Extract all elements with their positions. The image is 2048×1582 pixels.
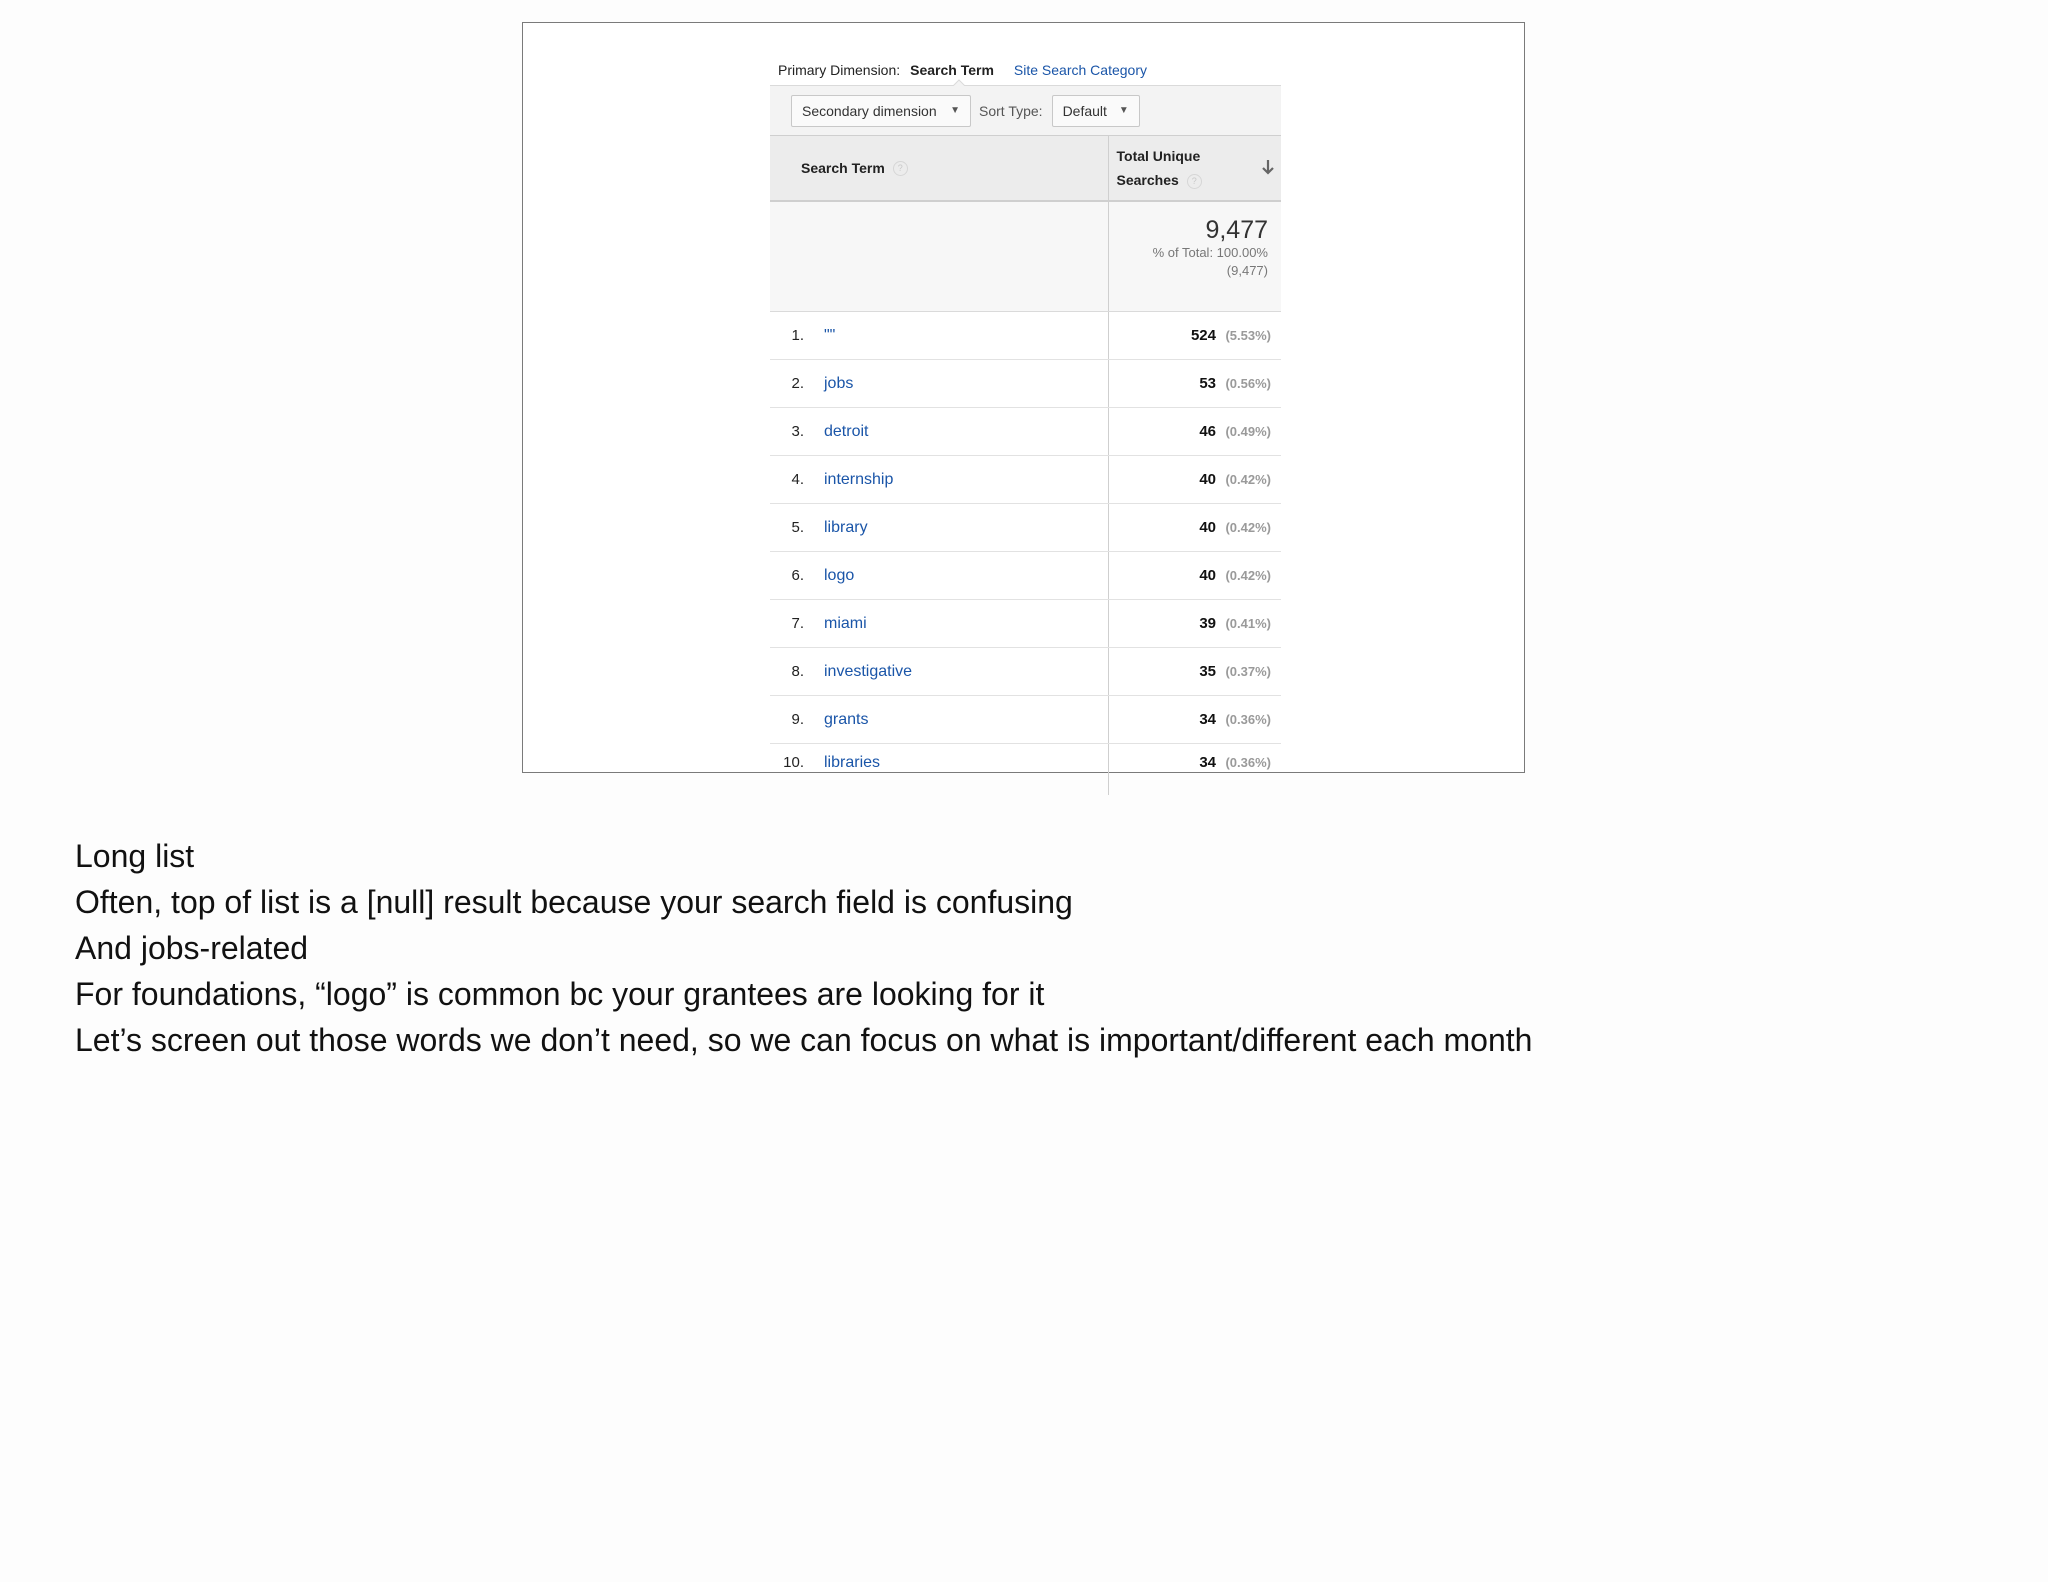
search-term-link[interactable]: logo (824, 566, 855, 584)
total-value: 9,477 (1205, 216, 1268, 244)
row-index: 6. (791, 566, 804, 584)
primary-dimension-site-search-category-link[interactable]: Site Search Category (1013, 62, 1147, 78)
column-header-total-unique-searches[interactable] (1108, 136, 1281, 202)
primary-dimension-search-term[interactable]: Search Term (910, 62, 994, 78)
search-term-link[interactable]: libraries (824, 754, 881, 771)
search-term-link[interactable]: detroit (824, 422, 869, 440)
row-value: 40 (1199, 518, 1216, 536)
search-term-link[interactable]: jobs (824, 374, 854, 392)
row-index: 9. (791, 710, 804, 728)
search-term-link[interactable]: miami (824, 614, 867, 632)
primary-dimension-label: Primary Dimension: (778, 62, 901, 78)
table-row (770, 600, 1281, 648)
chevron-down-icon: ▼ (1118, 105, 1129, 116)
row-index: 10. (783, 754, 804, 771)
chevron-down-icon: ▼ (950, 105, 960, 116)
row-index: 2. (791, 374, 804, 392)
table-row (770, 360, 1281, 408)
row-index: 3. (791, 422, 804, 440)
search-term-link[interactable]: library (824, 518, 868, 536)
note-line: Often, top of list is a [null] result because your search field is confusing (75, 884, 1073, 920)
row-index: 5. (791, 518, 804, 536)
site-search-report (770, 55, 1281, 795)
note-line: For foundations, “logo” is common bc your grantees are looking for it (75, 976, 1045, 1012)
row-value: 39 (1199, 614, 1216, 632)
report-screenshot (522, 22, 1525, 773)
row-value: 40 (1199, 566, 1216, 584)
row-index: 4. (791, 470, 804, 488)
slide-notes (75, 833, 1975, 1063)
table-row (770, 744, 1281, 796)
table-row (770, 312, 1281, 360)
primary-dimension-bar (770, 55, 1281, 85)
row-value: 34 (1199, 710, 1216, 728)
row-percent: (0.42%) (1225, 567, 1271, 583)
sort-type-label: Sort Type: (979, 102, 1043, 119)
report-controls (770, 85, 1281, 135)
row-value: 35 (1199, 662, 1216, 680)
help-icon[interactable]: ? (1187, 174, 1202, 189)
table-row (770, 648, 1281, 696)
column-header-search-term-label: Search Term (801, 159, 885, 176)
row-value: 34 (1199, 754, 1216, 771)
row-value: 46 (1199, 422, 1216, 440)
column-header-search-term[interactable] (770, 136, 1108, 202)
column-header-line1: Total Unique (1116, 148, 1201, 164)
row-percent: (5.53%) (1225, 327, 1271, 343)
row-percent: (0.36%) (1225, 711, 1271, 727)
row-percent: (0.42%) (1225, 471, 1271, 487)
search-term-link[interactable]: grants (824, 710, 869, 728)
row-percent: (0.56%) (1225, 375, 1271, 391)
row-value: 53 (1199, 374, 1216, 392)
table-row (770, 504, 1281, 552)
row-value: 40 (1199, 470, 1216, 488)
search-term-link[interactable]: "" (824, 326, 836, 344)
total-percent-label: % of Total: 100.00% (1152, 245, 1268, 260)
row-index: 1. (791, 326, 804, 344)
row-percent: (0.36%) (1225, 755, 1271, 770)
secondary-dimension-label: Secondary dimension (802, 102, 937, 119)
row-index: 8. (791, 662, 804, 680)
row-percent: (0.42%) (1225, 519, 1271, 535)
help-icon[interactable]: ? (893, 161, 908, 176)
search-terms-table (770, 135, 1281, 795)
row-index: 7. (791, 614, 804, 632)
row-percent: (0.49%) (1225, 423, 1271, 439)
row-value: 524 (1190, 326, 1216, 344)
row-percent: (0.41%) (1225, 615, 1271, 631)
note-line: Let’s screen out those words we don’t need, so we can focus on what is important/different each month (75, 1022, 1533, 1058)
sort-type-dropdown[interactable] (1052, 95, 1140, 127)
table-row (770, 456, 1281, 504)
total-percent-value: (9,477) (1226, 263, 1268, 278)
table-row (770, 408, 1281, 456)
selected-notch-icon (953, 79, 965, 86)
search-term-link[interactable]: investigative (824, 662, 913, 680)
total-row (770, 201, 1281, 312)
secondary-dimension-dropdown[interactable] (791, 95, 971, 127)
row-percent: (0.37%) (1225, 663, 1271, 679)
note-line: Long list (75, 838, 195, 874)
search-term-link[interactable]: internship (824, 470, 894, 488)
table-row (770, 696, 1281, 744)
table-row (770, 552, 1281, 600)
sort-descending-arrow-icon[interactable] (1261, 158, 1275, 176)
note-line: And jobs-related (75, 930, 309, 966)
sort-type-value: Default (1062, 102, 1107, 119)
column-header-line2: Searches (1116, 172, 1179, 188)
